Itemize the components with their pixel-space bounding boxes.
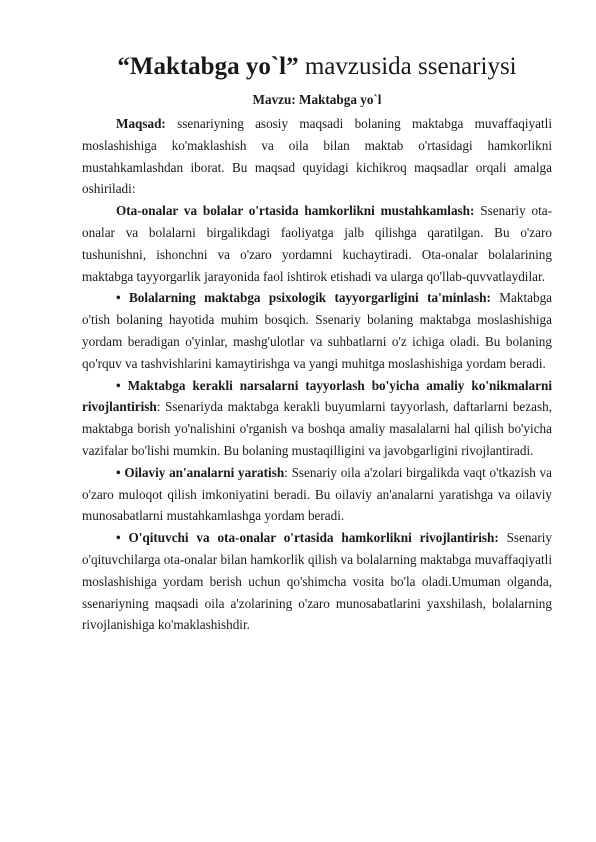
paragraph-lead: • Bolalarning maktabga psixologik tayyorgarligini ta'minlash: — [116, 290, 491, 306]
document-title-bold: “Maktabga yo`l” — [117, 53, 299, 80]
paragraph-goal — [82, 113, 552, 200]
paragraph-separator: : — [284, 464, 292, 480]
document-subtitle: Mavzu: Maktabga yo`l — [252, 92, 382, 107]
paragraph-separator — [499, 530, 507, 545]
paragraph-body: Ssenariy oila a'zolari birgalikda vaqt o'tkazish va o'zaro muloqot qilish imkoniyatini beradi. Bu oilaviy an'analarni yaratishga va oilaviy munosabatlarni mustahkamlashga yordam beradi. — [82, 464, 552, 524]
document-title — [82, 52, 552, 82]
paragraph-separator: : — [156, 399, 166, 415]
paragraph-body: Maktabga o'tish bolaning hayotida muhim bosqich. Ssenariy bolaning maktabga moslashishiga yordam beradigan o'yinlar, mashg'ulotlar va suhbatlarni o'z ichiga oladi. Bu bolaning qo'rquv va tashvishlarini kamaytirishga va yangi muhitga moslashishiga yordam beradi. — [82, 290, 553, 371]
paragraph-parents-children-cooperation — [82, 200, 552, 287]
paragraph-separator — [166, 116, 177, 131]
paragraph-lead: • Maktabga kerakli narsalarni tayyorlash bo'yicha amaliy ko'nikmalarni rivojlantirish — [82, 377, 552, 415]
paragraph-practical-skills — [82, 375, 552, 462]
paragraph-lead: • Oilaviy an'analarni yaratish — [116, 464, 285, 480]
paragraph-body: ssenariyning asosiy maqsadi bolaning maktabga muvaffaqiyatli moslashishiga ko'maklashish va oila bilan maktab o'rtasidagi hamkorlikni mustahkamlashdan iborat. Bu maqsad quyidagi kichikroq maqsadlar orqali amalga oshiriladi: — [82, 116, 552, 197]
document-title-rest: mavzusida ssenariysi — [304, 53, 517, 80]
paragraph-lead: Ota-onalar va bolalar o'rtasida hamkorlikni mustahkamlash: — [116, 203, 475, 219]
paragraph-psychological-readiness — [82, 287, 552, 374]
paragraph-lead: Maqsad: — [116, 116, 166, 131]
paragraph-body: Ssenariyda maktabga kerakli buyumlarni tayyorlash, daftarlarni bezash, maktabga borish yo'nalishini o'rganish va boshqa amaliy masalalarni hal qilish bo'yicha vazifalar bo'lishi mumkin. Bu bolaning mustaqilligini va javobgarligini rivojlantiradi. — [82, 399, 552, 458]
paragraph-teacher-parent-cooperation — [82, 527, 552, 636]
paragraph-body: Ssenariy o'qituvchilarga ota-onalar bilan hamkorlik qilish va bolalarning maktabga muvaffaqiyatli moslashishiga yordam berish uchun qo'shimcha vosita bo'la oladi.Umuman olganda, ssenariyning maqsadi oila a'zolarining o'zaro munosabatlarini yaxshilash, bolalarning rivojlanishiga ko'maklashishdir. — [82, 530, 552, 633]
paragraph-family-traditions — [82, 462, 552, 527]
paragraph-lead: • O'qituvchi va ota-onalar o'rtasida hamkorlikni rivojlantirish: — [116, 530, 499, 546]
paragraph-body: Ssenariy ota-onalar va bolalarni birgalikdagi faoliyatga jalb qilishga qaratilgan. Bu o'zaro tushunishni, ishonchni va o'zaro yordamni kuchaytiradi. Ota-onalar bolalarining maktabga tayyorgarlik jarayonida faol ishtirok etishadi va ularga qo'llab-quvvatlaydilar. — [82, 203, 553, 284]
